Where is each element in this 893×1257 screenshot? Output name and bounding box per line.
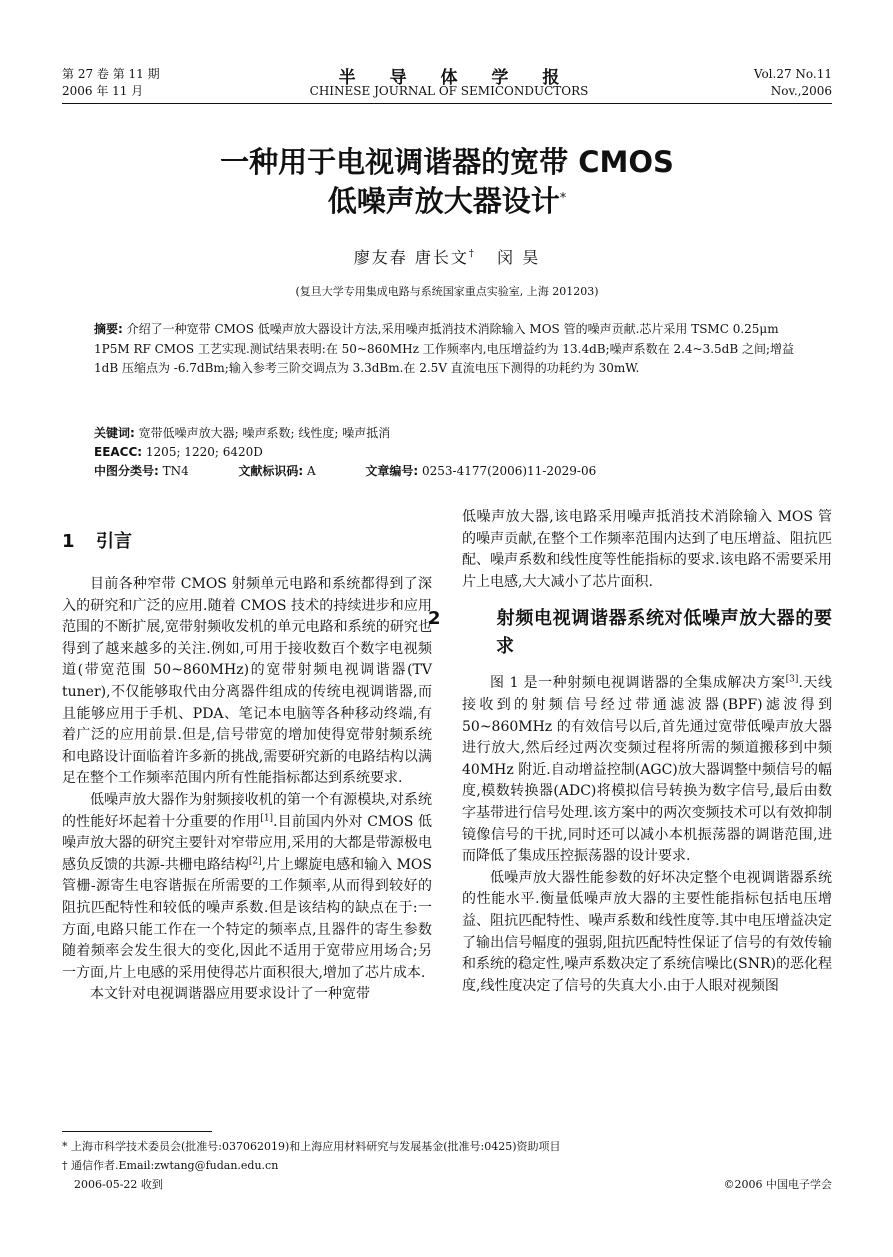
funding-mark: * [559,191,567,206]
classification-row [94,462,804,481]
section-1-number: 1 [62,531,75,552]
volume-issue-en: Vol.27 No.11 [753,67,832,81]
citation-2: [2] [248,856,262,867]
sec2-p1-text-b: .天线接收到的射频信号经过带通滤波器(BPF)滤波得到 50~860MHz 的有效信号以后,首先通过宽带低噪声放大器进行放大,然后经过两次变频过程将所需的频道搬移到中频 40MHz 附近.自动增益控制(AGC)放大器调整中频信号的幅度,模数转换器(ADC)将模拟信号转换为数字信号,最后由数字基带进行信号处理.该方案中的两次变频技术可以有效抑制镜像信号的干扰,同时还可以减小本机振荡器的调谐范围,进而降低了集成压控振荡器的设计要求. [462,675,833,865]
corresponding-mark: † [468,248,476,260]
eeacc-label: EEACC: [94,445,143,459]
footnote-corresponding: † 通信作者.Email:zwtang@fudan.edu.cn [62,1159,279,1172]
paper-title-line1: 一种用于电视调谐器的宽带 CMOS [220,145,674,179]
date-cn: 2006 年 11 月 [62,84,144,98]
section-1-title: 引言 [96,531,132,552]
article-no-text: 0253-4177(2006)11-2029-06 [418,464,597,478]
affiliation: (复旦大学专用集成电路与系统国家重点实验室, 上海 201203) [295,285,599,298]
section-2-number: 2 [428,608,441,630]
abstract [94,320,804,379]
abstract-text: 介绍了一种宽带 CMOS 低噪声放大器设计方法,采用噪声抵消技术消除输入 MOS 管的噪声贡献.芯片采用 TSMC 0.25μm 1P5M RF CMOS 工艺实现.测试结果表明:在 50~860MHz 工作频率内,电压增益约为 13.4dB;噪声系数在 2.4~3.5dB 之间;增益 1dB 压缩点为 -6.7dBm;输入参考三阶交调点为 3.3dBm.在 2.5V 直流电压下测得的功耗约为 30mW. [94,322,795,375]
intro-p2-text-c: ,片上螺旋电感和输入 MOS 管栅-源寄生电容谐振在所需要的工作频率,从而得到较好的阻抗匹配特性和较低的噪声系数.但是该结构的缺点在于:一方面,电路只能工作在一个特定的频率点,且器件的寄生参数随着频率会发生很大的变化,因此不适用于宽带应用场合;另一方面,片上电感的采用使得芯片面积很大,增加了芯片成本. [62,856,432,981]
clc-text: TN4 [158,464,189,478]
right-column [428,507,833,997]
journal-title-en: CHINESE JOURNAL OF SEMICONDUCTORS [309,84,589,98]
citation-1: [1] [260,812,274,823]
copyright: ©2006 中国电子学会 [723,1178,832,1191]
footnote-rule [62,1131,212,1132]
volume-issue-cn: 第 27 卷 第 11 期 [62,67,160,81]
intro-paragraph-3-cont: 低噪声放大器,该电路采用噪声抵消技术消除输入 MOS 管的噪声贡献,在整个工作频率范围内达到了电压增益、阻抗匹配、噪声系数和线性度等性能指标的要求.该电路不需要采用片上电感,大大减小了芯片面积. [462,509,832,590]
doc-code-text: A [303,464,316,478]
keywords-text: 宽带低噪声放大器; 噪声系数; 线性度; 噪声抵消 [134,426,391,440]
paper-title-line2 [62,182,832,220]
intro-p2-text-b: .目前国内外对 CMOS 低噪声放大器的研究主要针对窄带应用,采用的大都是带源极电感负反馈的共源-共栅电路结构 [62,813,433,873]
eeacc [94,443,804,462]
doc-code-label: 文献标识码: [238,464,304,478]
eeacc-text: 1205; 1220; 6420D [142,445,263,459]
footnote-funding: * 上海市科学技术委员会(批准号:037062019)和上海应用材料研究与发展基金(批准号:0425)资助项目 [62,1140,561,1153]
title-text: 低噪声放大器设计 [327,184,560,218]
author-names: 廖友春 唐长文 [353,248,469,267]
section-2-paragraph-1 [462,673,832,867]
intro-paragraph-2 [62,790,432,984]
received-date: 2006-05-22 收到 [74,1178,163,1191]
citation-3: [3] [785,674,799,685]
keywords-label: 关键词: [94,426,135,440]
article-no-label: 文章编号: [365,464,419,478]
author-last: 闵 昊 [497,248,541,267]
date-en: Nov.,2006 [770,84,832,98]
section-2-paragraph-2: 低噪声放大器性能参数的好坏决定整个电视调谐器系统的性能水平.衡量低噪声放大器的主要性能指标包括电压增益、阻抗匹配特性、噪声系数和线性度等.其中电压增益决定了输出信号幅度的强弱,阻抗匹配特性保证了信号的有效传输和系统的稳定性,噪声系数决定了系统信噪比(SNR)的恶化程度,线性度决定了信号的失真大小.由于人眼对视频图 [462,869,832,994]
intro-paragraph-3: 本文针对电视调谐器应用要求设计了一种宽带 [90,986,370,1003]
section-2-heading [428,605,832,661]
intro-p2-text-a: 低噪声放大器作为射频接收机的第一个有源模块,对系统的性能好坏起着十分重要的作用 [62,791,432,830]
keywords [94,424,804,443]
authors [62,245,832,268]
header-rule [62,103,832,104]
section-2-title: 射频电视调谐器系统对低噪声放大器的要求 [496,608,832,658]
abstract-label: 摘要: [94,322,123,336]
section-1-heading [62,528,432,556]
sec2-p1-text-a: 图 1 是一种射频电视调谐器的全集成解决方案 [490,675,786,692]
left-column [62,528,432,1006]
clc-label: 中图分类号: [94,464,159,478]
journal-title-cn: 半 导 体 学 报 [338,68,574,88]
intro-paragraph-1: 目前各种窄带 CMOS 射频单元电路和系统都得到了深入的研究和广泛的应用.随着 CMOS 技术的持续进步和应用范围的不断扩展,宽带射频收发机的单元电路和系统的研究也得到了越来越多的关注.例如,可用于接收数百个数字电视频道(带宽范围 50~860MHz)的宽带射频电视调谐器(TV tuner),不仅能够取代由分离器件组成的传统电视调谐器,而且能够应用于手机、PDA、笔记本电脑等各种移动终端,有着广泛的应用前景.但是,信号带宽的增加使得宽带射频系统和电路设计面临着许多新的挑战,需要研究新的电路结构以满足在整个工作频率范围内所有性能指标都达到系统要求. [62,576,432,787]
